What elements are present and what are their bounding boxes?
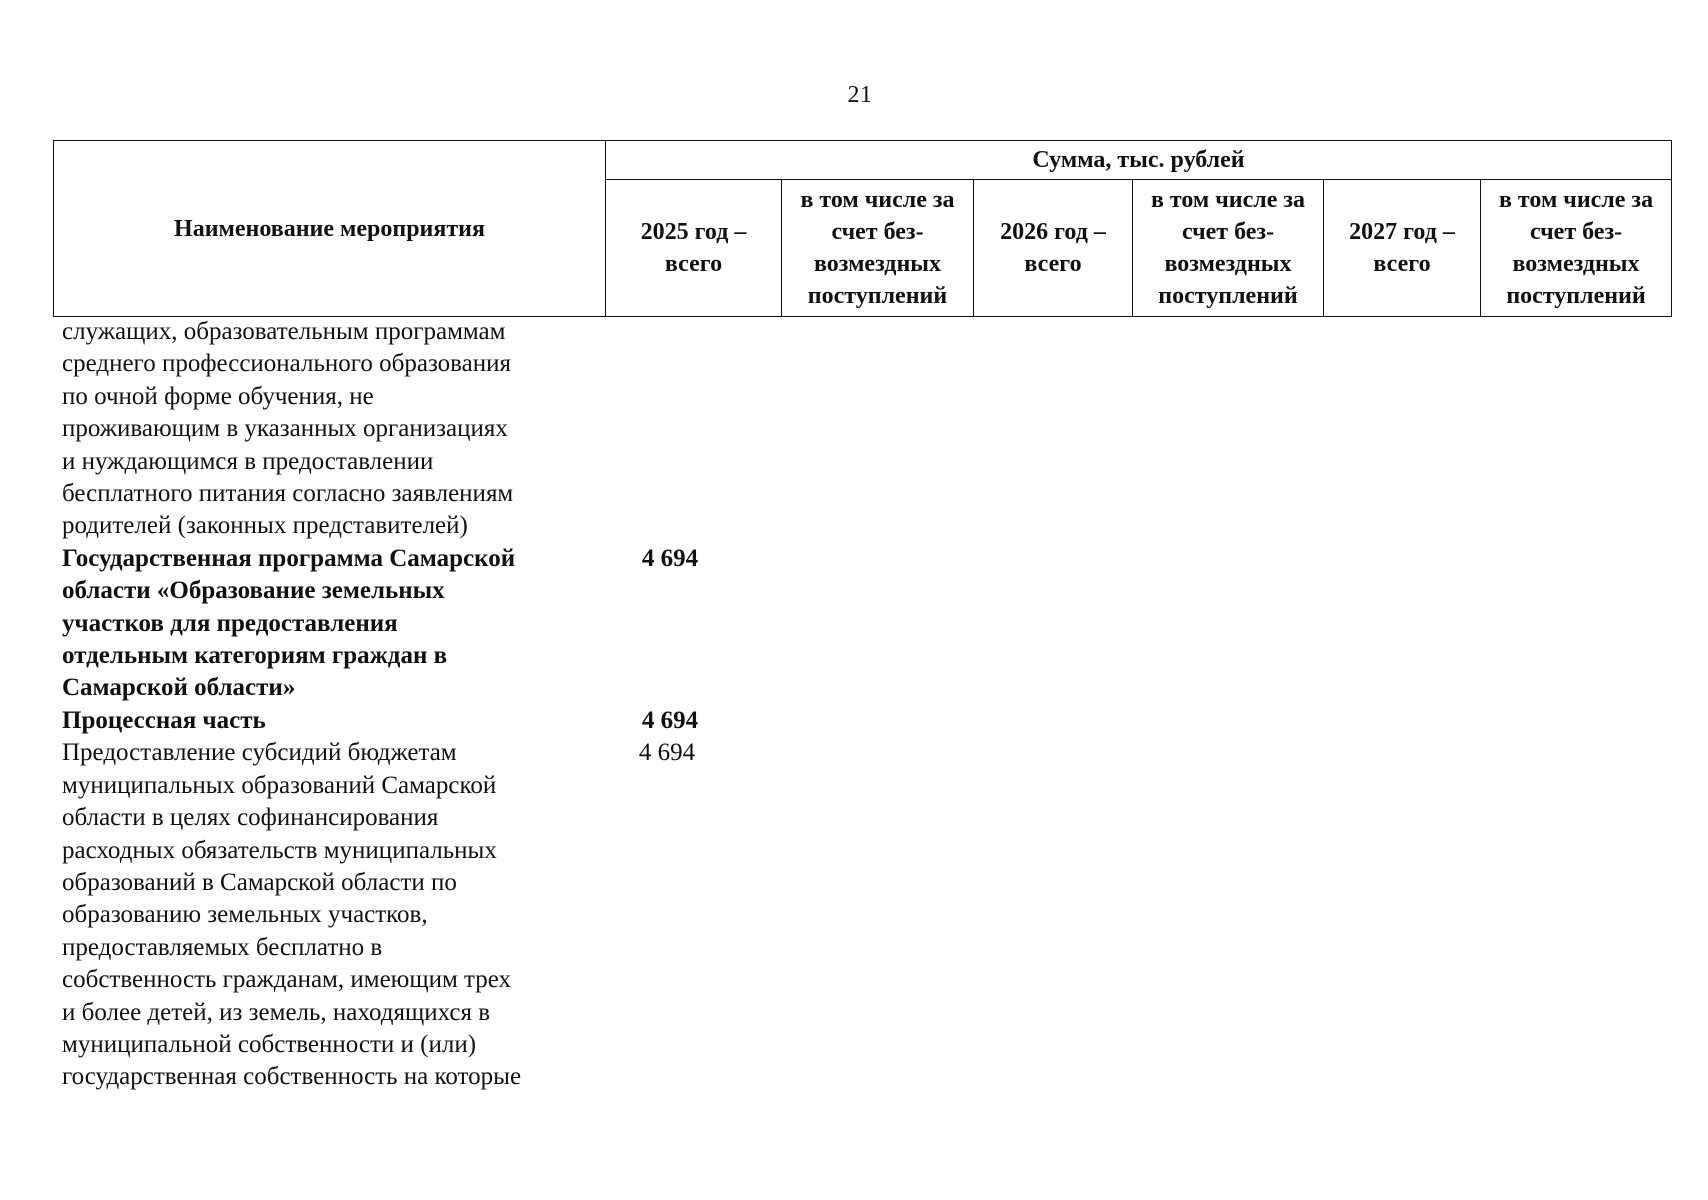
event-name-line: собственность гражданам, имеющим трех [62, 966, 512, 994]
table-row [62, 543, 762, 705]
event-name-line: области «Образование земельных [62, 577, 445, 605]
event-name-line: расходных обязательств муниципальных [62, 836, 497, 864]
event-name-line: Процессная часть [62, 706, 266, 734]
event-name-line: образований в Самарской области по [62, 868, 457, 896]
event-name-line: муниципальных образований Самарской [62, 771, 497, 799]
event-name-line: по очной форме обучения, не [62, 382, 374, 410]
event-name-line: образованию земельных участков, [62, 901, 428, 929]
header-event-name: Наименование мероприятия [54, 141, 606, 317]
event-name-cell [62, 316, 592, 543]
table-row [62, 737, 762, 1093]
value-2025-total: 4 694 [638, 739, 696, 767]
event-name-line: и более детей, из земель, находящихся в [62, 998, 491, 1026]
table-row [62, 705, 762, 737]
budget-table-body [62, 316, 762, 1094]
event-name-line: предоставляемых бесплатно в [62, 933, 383, 961]
header-2027-total: 2027 год – всего [1324, 180, 1481, 317]
value-2025-total: 4 694 [641, 544, 699, 572]
header-2027-grants: в том числе за счет без-возмездных поступлений [1481, 180, 1672, 317]
event-name-line: области в целях софинансирования [62, 804, 439, 832]
event-name-line: муниципальной собственности и (или) [62, 1030, 477, 1058]
header-2026-total: 2026 год – всего [974, 180, 1133, 317]
event-name-line: служащих, образовательным программам [62, 318, 506, 345]
value-2025-total [592, 316, 742, 543]
event-name-line: отдельным категориям граждан в [62, 642, 448, 670]
event-name-cell [62, 705, 592, 737]
event-name-cell [62, 737, 592, 1093]
event-name-line: среднего профессионального образования [62, 350, 512, 378]
header-2025-grants: в том числе за счет без-возмездных поступлений [782, 180, 974, 317]
event-name-line: Государственная программа Самарской [62, 544, 516, 572]
header-sum-title: Сумма, тыс. рублей [606, 141, 1672, 180]
header-2026-grants: в том числе за счет без-возмездных поступлений [1133, 180, 1324, 317]
event-name-line: государственная собственность на которые [62, 1063, 522, 1091]
table-row [62, 316, 762, 543]
value-2025-total: 4 694 [641, 706, 699, 734]
event-name-line: бесплатного питания согласно заявлениям [62, 480, 514, 508]
event-name-line: и нуждающимся в предоставлении [62, 447, 434, 475]
event-name-line: Самарской области» [62, 674, 296, 702]
header-2025-total: 2025 год – всего [606, 180, 782, 317]
page-number: 21 [847, 82, 873, 108]
event-name-line: родителей (законных представителей) [62, 512, 468, 540]
event-name-line: проживающим в указанных организациях [62, 415, 508, 443]
event-name-line: участков для предоставления [62, 609, 398, 637]
event-name-line: Предоставление субсидий бюджетам [62, 739, 457, 767]
event-name-cell [62, 543, 592, 705]
budget-table-header [53, 140, 1672, 317]
